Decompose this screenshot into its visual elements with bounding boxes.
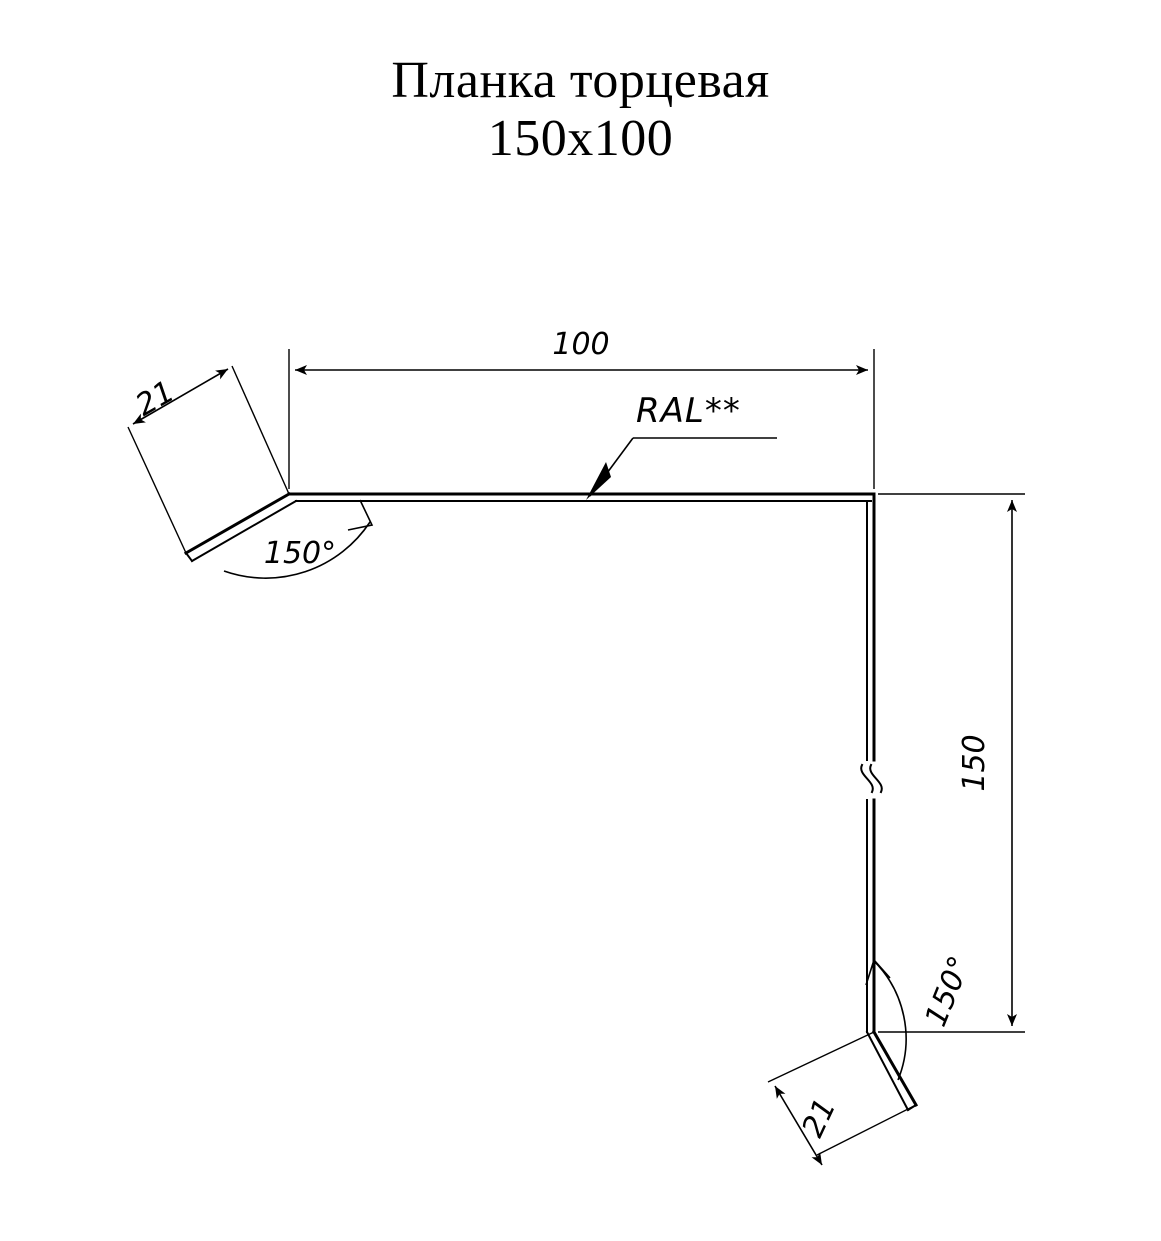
dim-label-width: 100 [552, 327, 610, 362]
angle-label-bottom: 150° [918, 951, 978, 1032]
dimension-height-150 [878, 494, 1025, 1032]
ext-line-a-21-left [232, 366, 289, 494]
angle-label-left: 150° [263, 536, 337, 571]
ext-line-a-21-bottom [768, 1032, 874, 1082]
dim-label-height: 150 [957, 734, 992, 792]
coating-label: RAL** [636, 391, 741, 431]
dimension-width-100 [289, 327, 874, 489]
page-title-line-2: 150x100 [487, 110, 674, 168]
dim-label-flange-bottom: 21 [795, 1093, 844, 1143]
coating-callout [586, 391, 777, 500]
page-title-line-1: Планка торцевая [391, 52, 770, 109]
ext-line-b-21-left [128, 427, 186, 553]
profile-bottom-flange [874, 1032, 916, 1105]
angle-arrow-left [348, 500, 372, 530]
dimension-flange-left-21 [128, 366, 289, 553]
part-profile [186, 494, 916, 1110]
dimension-flange-bottom-21 [768, 1032, 916, 1165]
angle-arrow-bottom [866, 960, 890, 985]
dim-label-flange-left: 21 [129, 374, 181, 424]
profile-left-flange-end [186, 553, 192, 561]
angle-left-150 [224, 500, 372, 578]
